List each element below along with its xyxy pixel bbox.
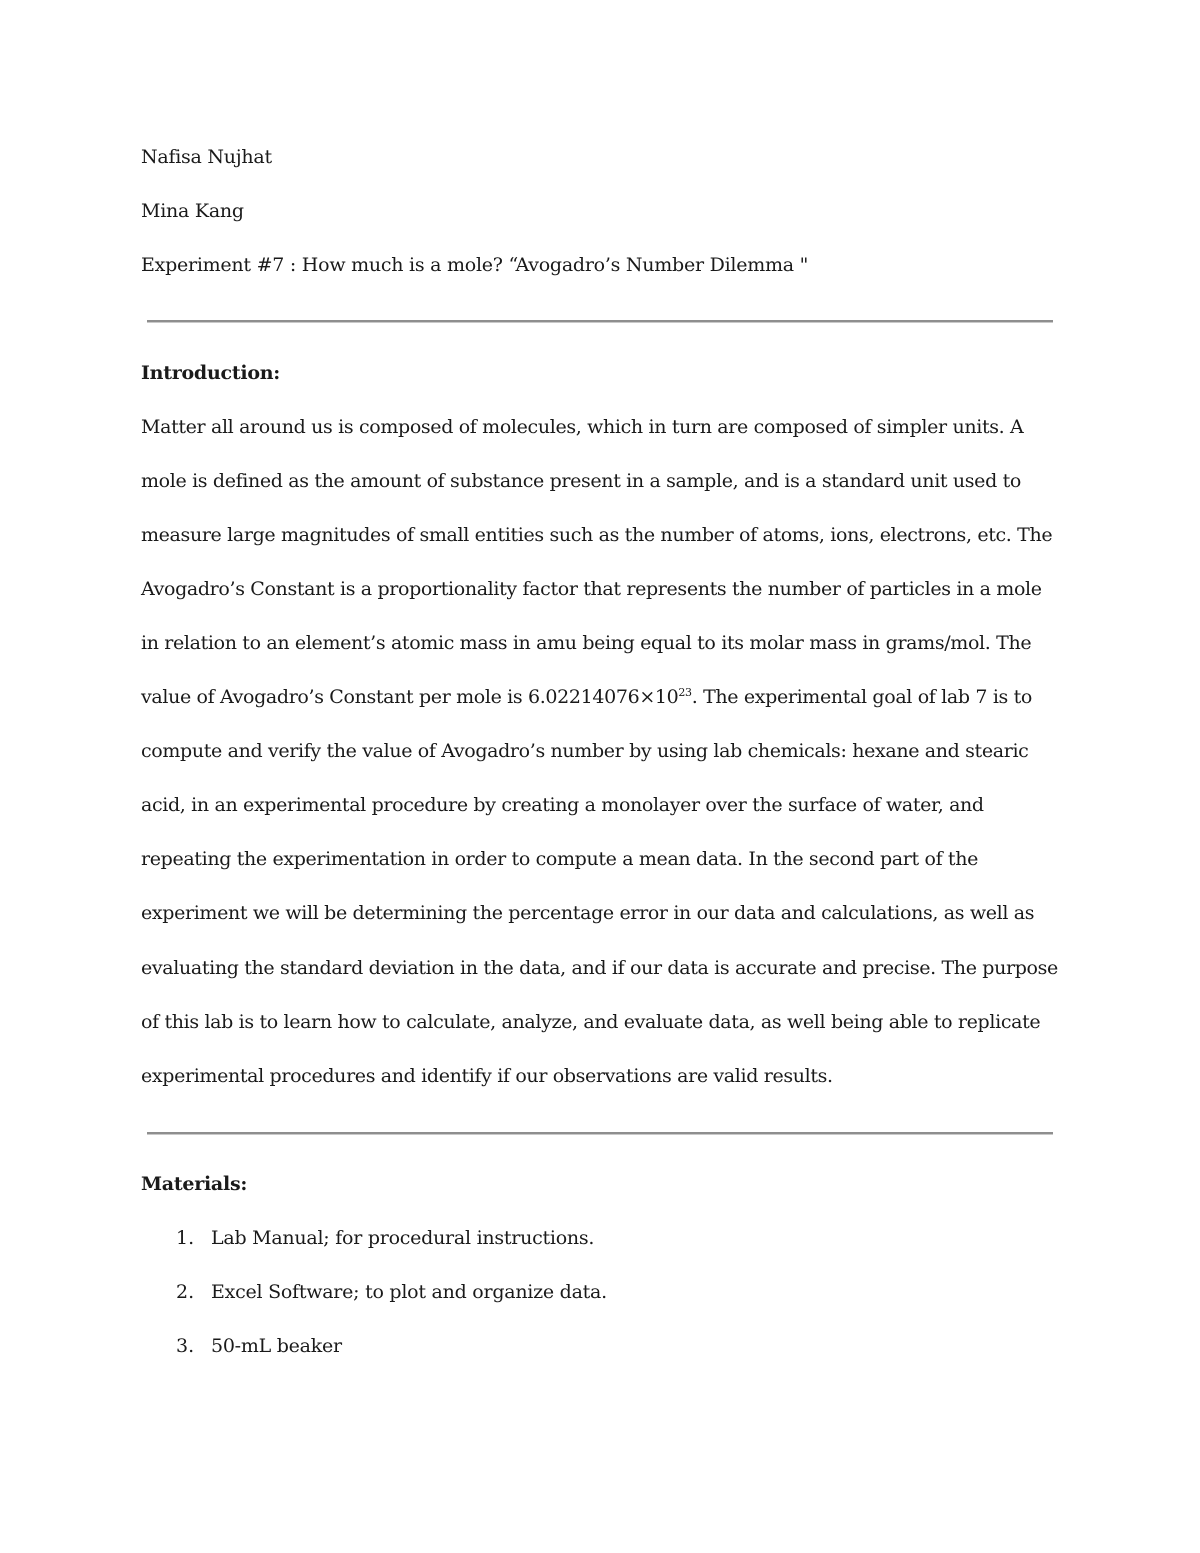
intro-line-6-after: . The experimental goal of lab 7 is to (691, 686, 1033, 708)
intro-line-10: experiment we will be determining the percentage error in our data and calculations, as well as (141, 902, 1035, 924)
materials-item-3-text: 50-mL beaker (211, 1335, 342, 1357)
intro-line-11: evaluating the standard deviation in the data, and if our data is accurate and precise. The purpose (141, 957, 1058, 979)
intro-line-1: Matter all around us is composed of molecules, which in turn are composed of simpler units. A (141, 416, 1024, 438)
exponent-superscript: 23 (678, 686, 692, 699)
introduction-heading: Introduction: (141, 362, 281, 384)
materials-item-2-text: Excel Software; to plot and organize data. (211, 1281, 607, 1303)
intro-line-7: compute and verify the value of Avogadro’s number by using lab chemicals: hexane and stearic (141, 740, 1029, 762)
intro-line-5: in relation to an element’s atomic mass in amu being equal to its molar mass in grams/mol. The (141, 632, 1032, 654)
intro-line-13: experimental procedures and identify if our observations are valid results. (141, 1065, 833, 1087)
intro-line-8: acid, in an experimental procedure by creating a monolayer over the surface of water, and (141, 794, 984, 816)
author-name-2: Mina Kang (141, 200, 244, 222)
intro-line-3: measure large magnitudes of small entities such as the number of atoms, ions, electrons, etc. The (141, 524, 1053, 546)
intro-line-12: of this lab is to learn how to calculate, analyze, and evaluate data, as well being able to replicate (141, 1011, 1041, 1033)
intro-line-2: mole is defined as the amount of substance present in a sample, and is a standard unit used to (141, 470, 1021, 492)
materials-heading: Materials: (141, 1173, 248, 1195)
intro-line-6-before: value of Avogadro’s Constant per mole is 6.02214076×10 (141, 686, 679, 708)
section-divider-2 (147, 1132, 1053, 1135)
experiment-title: Experiment #7 : How much is a mole? “Avogadro’s Number Dilemma " (141, 254, 809, 276)
intro-line-4: Avogadro’s Constant is a proportionality factor that represents the number of particles in a mole (141, 578, 1042, 600)
intro-line-6 (141, 683, 1032, 711)
intro-line-9: repeating the experimentation in order to compute a mean data. In the second part of the (141, 848, 979, 870)
materials-item-1-text: Lab Manual; for procedural instructions. (211, 1227, 595, 1249)
materials-item-2-number: 2. (176, 1281, 195, 1303)
section-divider-1 (147, 320, 1053, 323)
materials-item-3-number: 3. (176, 1335, 195, 1357)
author-name-1: Nafisa Nujhat (141, 146, 272, 168)
materials-item-1-number: 1. (176, 1227, 195, 1249)
